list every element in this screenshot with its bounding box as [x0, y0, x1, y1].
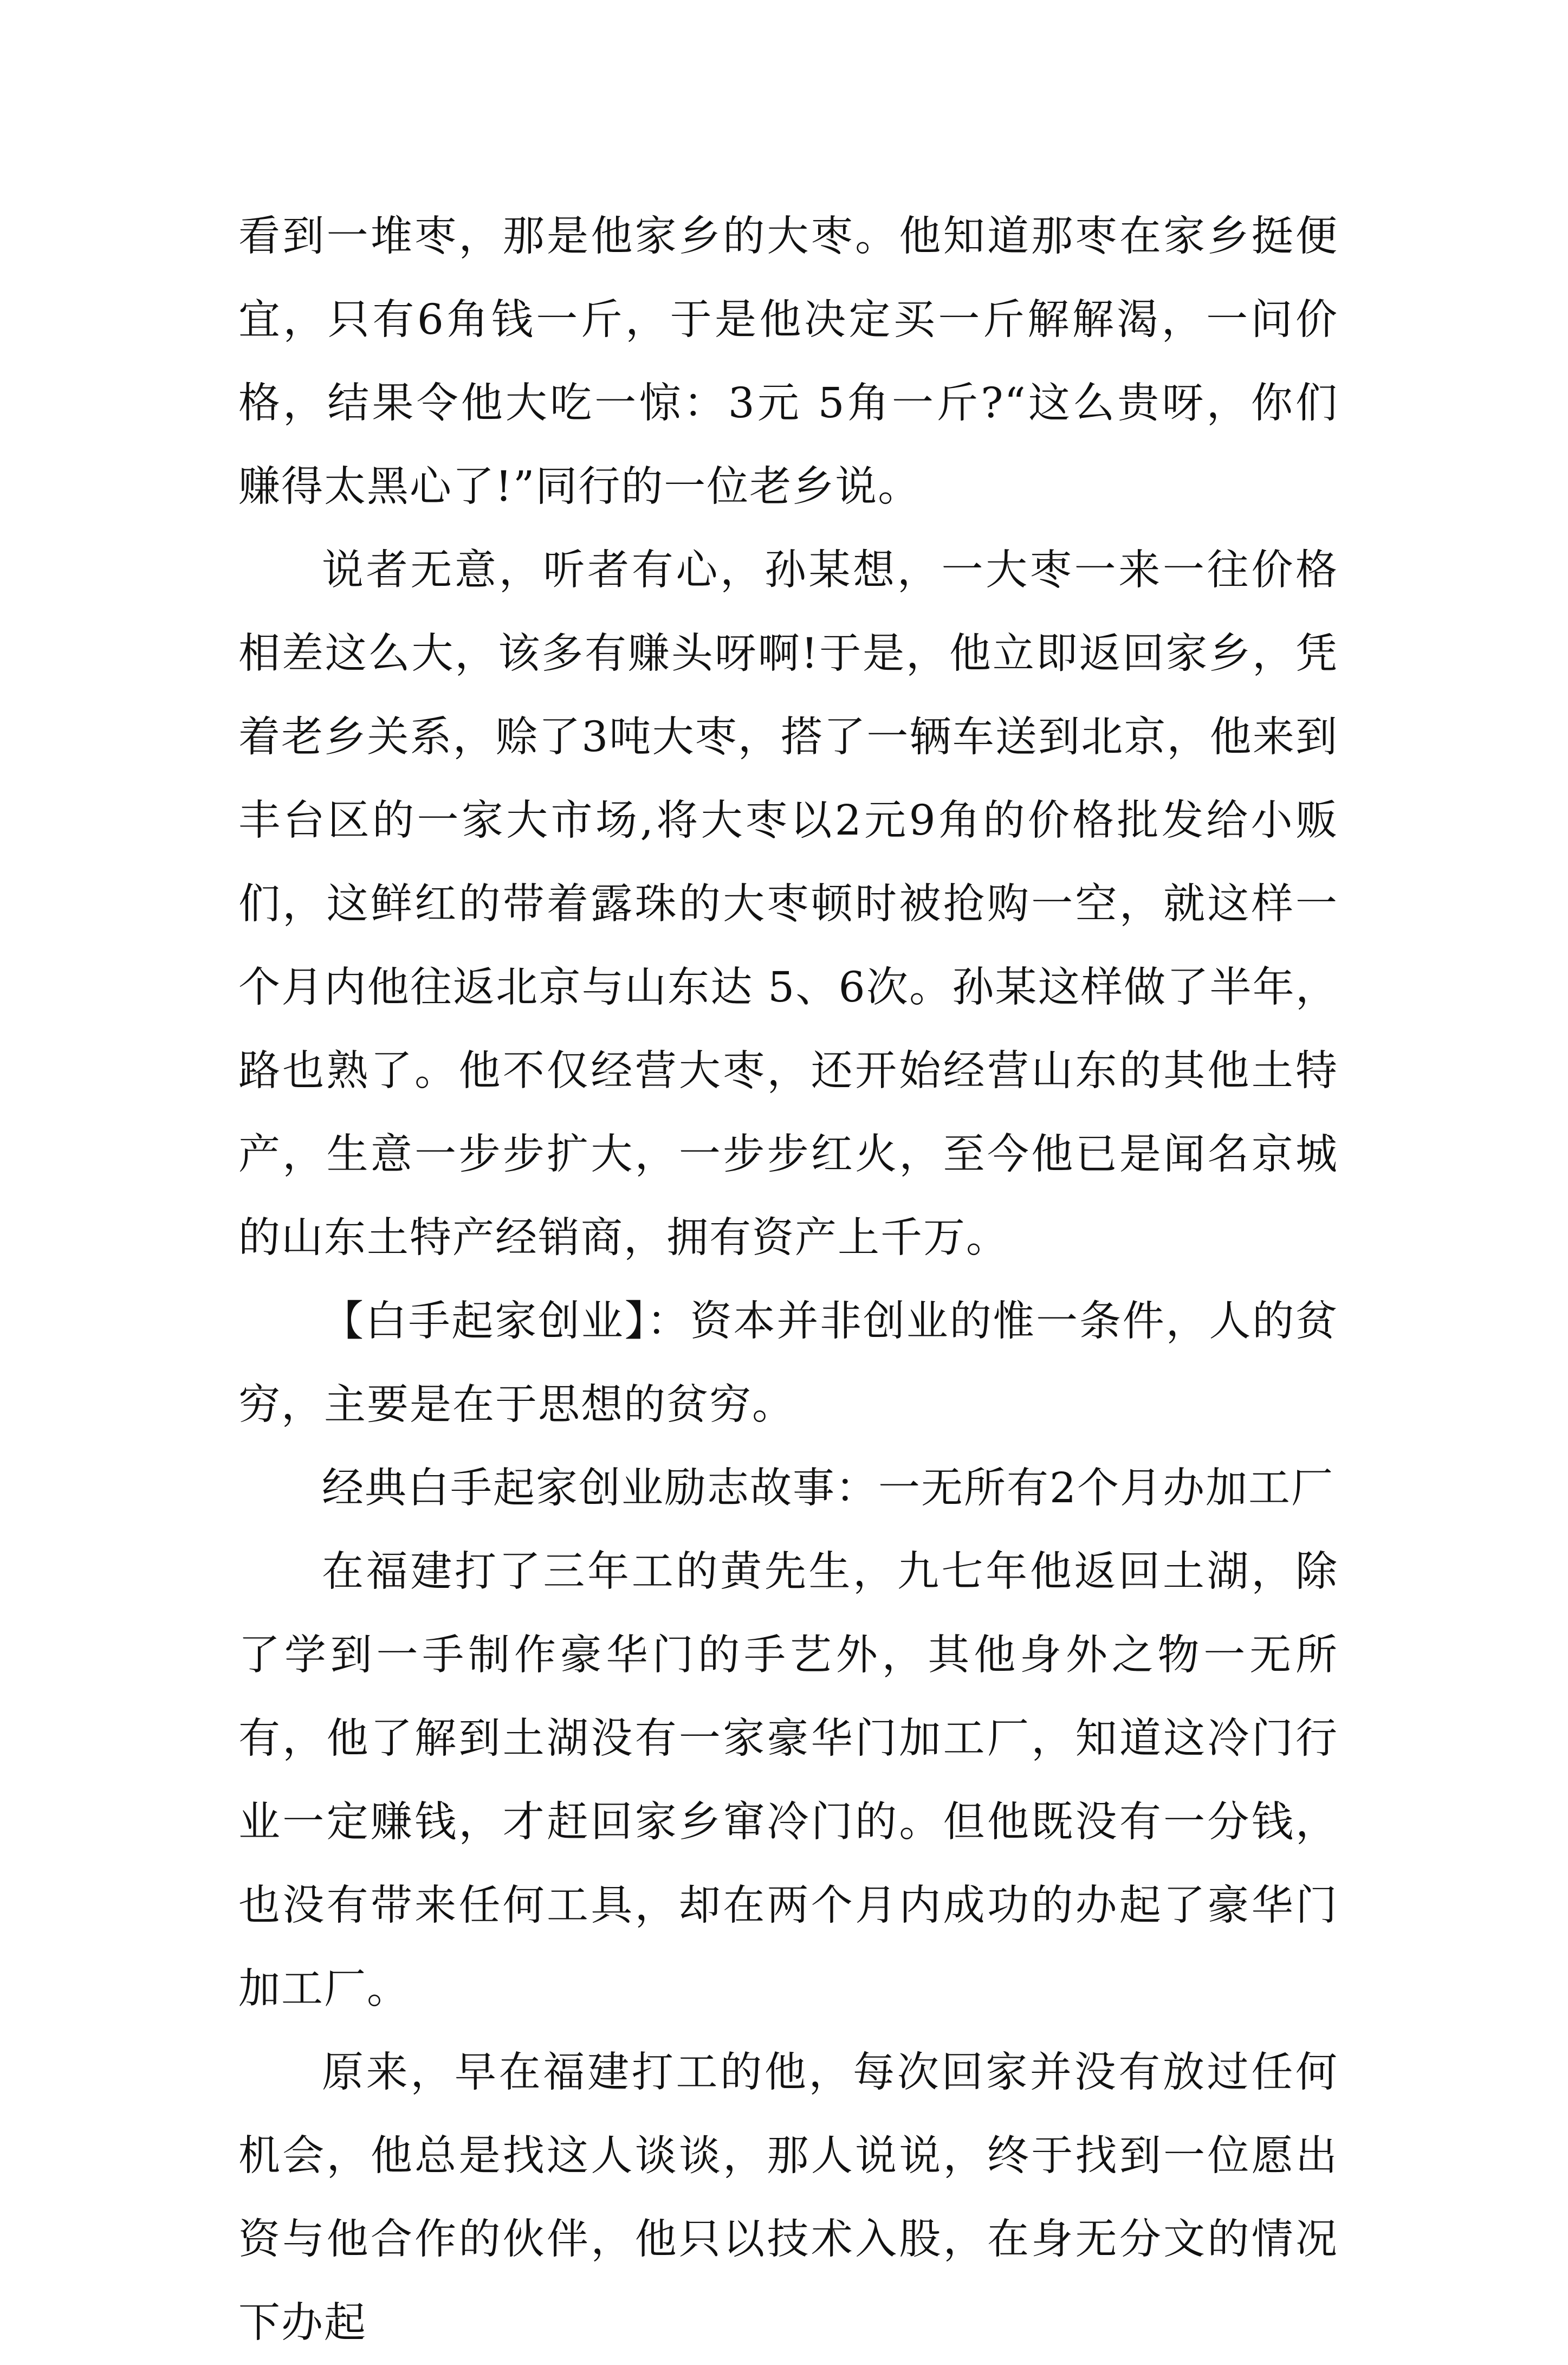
paragraph-continuation: 看到一堆枣，那是他家乡的大枣。他知道那枣在家乡挺便宜，只有6角钱一斤，于是他决定买一斤解解渴，一问价格，结果令他大吃一惊：3元 5角一斤?“这么贵呀，你们赚得太黑心了!”同行的一位老乡说。: [238, 212, 1338, 511]
document-body: [238, 195, 1338, 2365]
paragraph-story-huang: 在福建打了三年工的黄先生，九七年他返回土湖，除了学到一手制作豪华门的手艺外，其他身外之物一无所有，他了解到土湖没有一家豪华门加工厂，知道这冷门行业一定赚钱，才赶回家乡窜冷门的。但他既没有一分钱，也没有带来任何工具，却在两个月内成功的办起了豪华门加工厂。: [238, 1548, 1338, 2013]
paragraph-story-huang-cont: 原来，早在福建打工的他，每次回家并没有放过任何机会，他总是找这人谈谈，那人说说，终于找到一位愿出资与他合作的伙伴，他只以技术入股，在身无分文的情况下办起: [238, 2049, 1338, 2347]
paragraph-commentary: 【白手起家创业】：资本并非创业的惟一条件，人的贫穷，主要是在于思想的贫穷。: [238, 1297, 1338, 1429]
paragraph-heading-story: 经典白手起家创业励志故事：一无所有2个月办加工厂: [322, 1464, 1334, 1513]
paragraph-story-sun: 说者无意，听者有心，孙某想，一大枣一来一往价格相差这么大，该多有赚头呀啊!于是，他立即返回家乡，凭着老乡关系，赊了3吨大枣，搭了一辆车送到北京，他来到丰台区的一家大市场,将大枣以2元9角的价格批发给小贩们，这鲜红的带着露珠的大枣顿时被抢购一空，就这样一个月内他往返北京与山东达 5、6次。孙某这样做了半年，路也熟了。他不仅经营大枣，还开始经营山东的其他土特产，生意一步步扩大，一步步红火，至今他已是闻名京城的山东土特产经销商，拥有资产上千万。: [238, 546, 1338, 1262]
